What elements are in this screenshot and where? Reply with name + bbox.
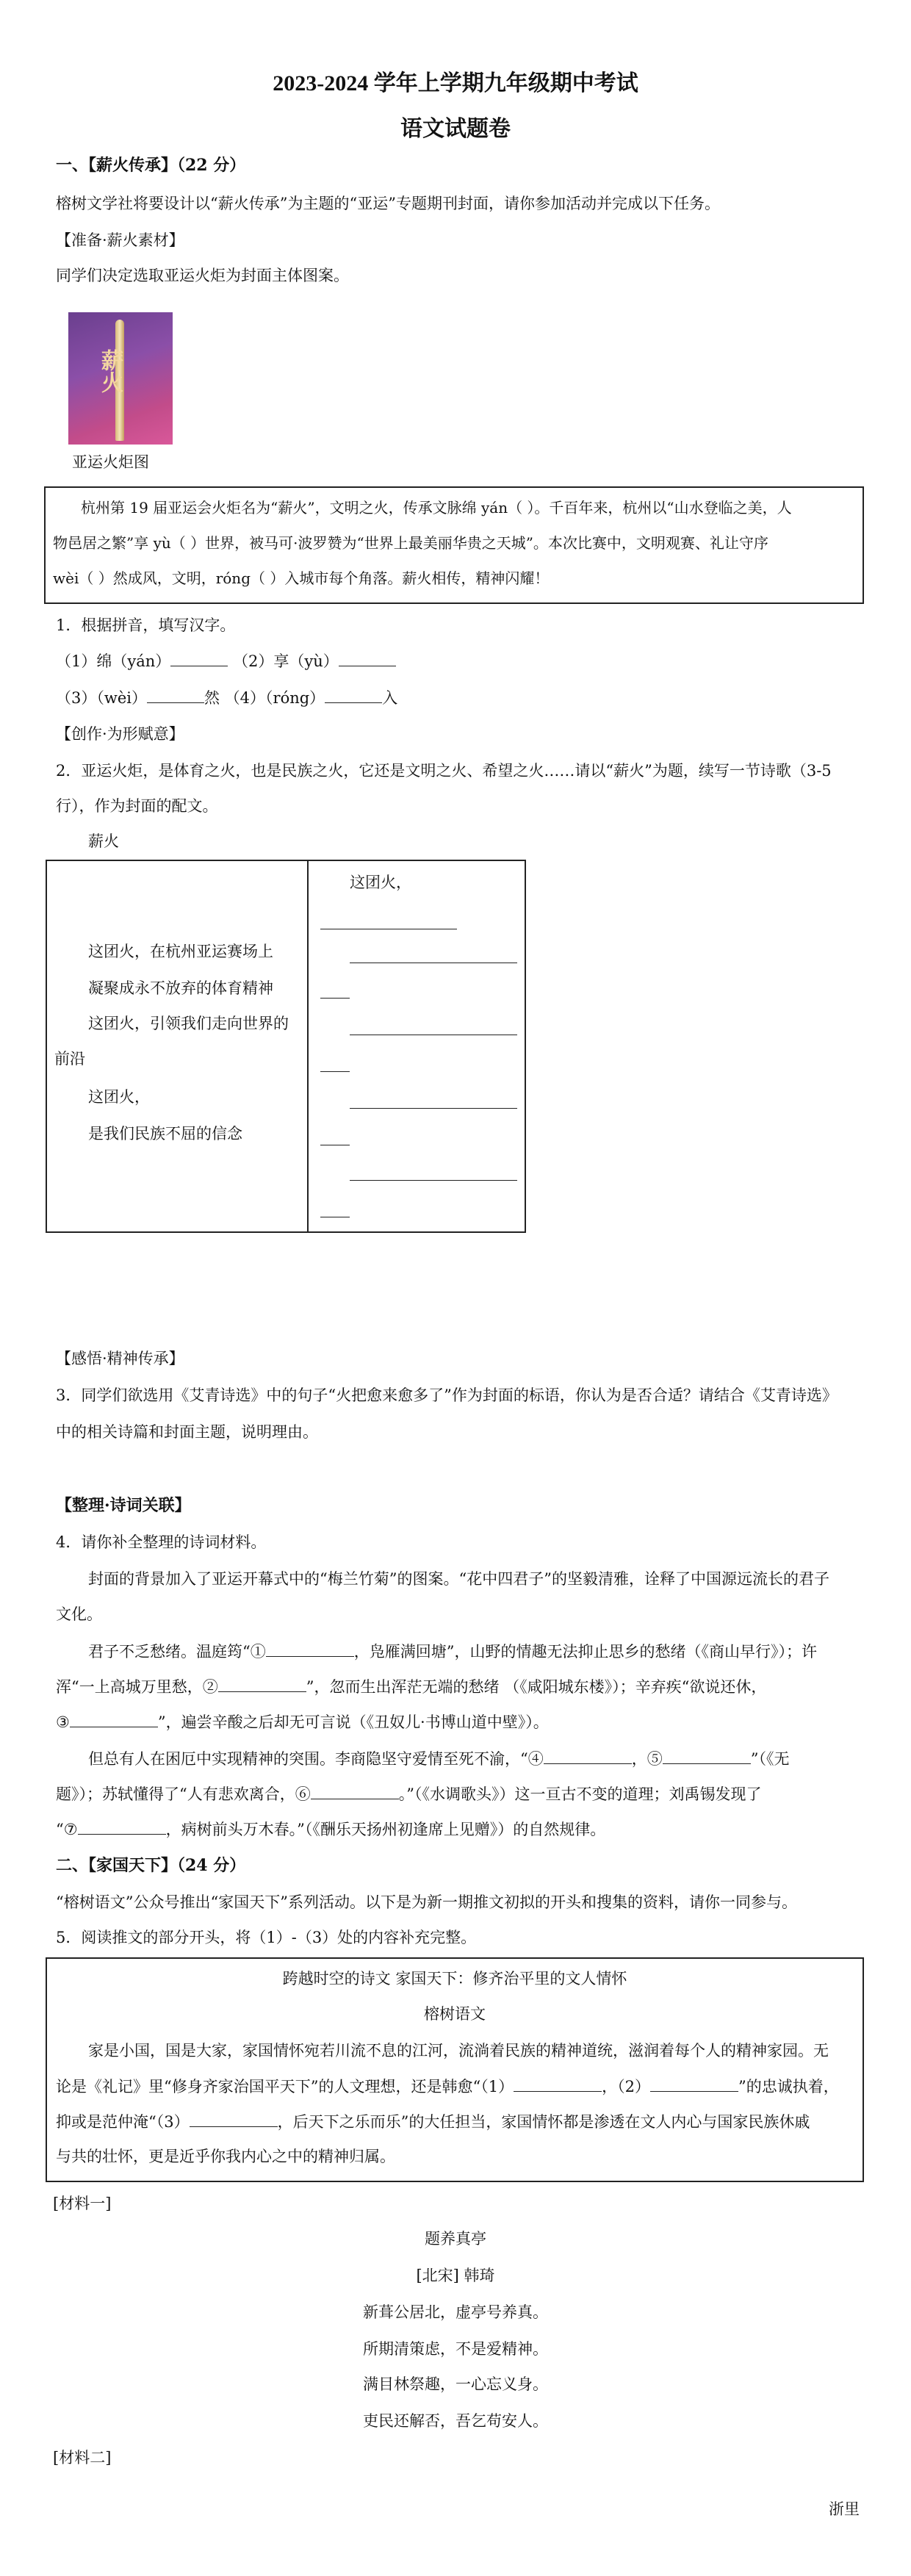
q4-para3-line3 [56,1818,605,1841]
exam-title: 2023-2024 学年上学期九年级期中考试 [273,71,638,96]
text-run: 君子不乏愁绪。温庭筠“ [88,1643,251,1661]
text-run: 论是《礼记》里“修身齐家治国平天下”的人文理想，还是韩愈“（1） [56,2078,514,2095]
poem2-title: 题养真亭 [425,2230,486,2248]
text-run: 。”（《水调歌头》）这一亘古不变的道理；刘禹锡发现了 [398,1785,762,1803]
q1-prompt: 1．根据拼音，填写汉字。 [56,616,236,634]
answer-line[interactable] [320,1071,350,1072]
blank-mark: ⑤ [647,1750,663,1768]
text-run: ，病树前头万木春。”（《酬乐天扬州初逢席上见赠》）的自然规律。 [165,1821,606,1838]
answer-blank[interactable] [339,650,396,666]
passage-line: wèi（ ）然成风，文明，róng（ ）入城市每个角落。薪火相传，精神闪耀！ [53,569,550,587]
q1-item-2: （2）享（yù） [232,652,339,670]
prep-text: 同学们决定选取亚运火炬为封面主体图案。 [56,267,349,284]
text-run: ，凫雁满回塘”，山野的情趣无法抑止思乡的愁绪（《商山早行》）；许 [353,1643,817,1661]
q4-para3-line1 [88,1747,789,1770]
poem2-author: [北宋] 韩琦 [416,2267,495,2284]
article-line [56,2075,839,2098]
answer-blank[interactable] [147,686,204,703]
q4-para2-line1 [88,1640,817,1663]
create-tag: 【创作·为形赋意】 [56,725,184,743]
page-footer: 浙里 [829,2500,860,2518]
text-run: ，（2） [602,2078,650,2095]
image-caption: 亚运火炬图 [72,453,149,471]
section2-heading: 二、【家国天下】（24 分） [56,1856,246,1875]
poem-left-line: 这团火，在杭州亚运赛场上 [88,943,273,960]
blank-mark: ① [250,1643,266,1661]
article-author: 榕树语文 [424,2005,486,2023]
text-run: “ [56,1821,64,1838]
poem-title: 薪火 [88,832,119,850]
passage-box [44,486,864,604]
section1-intro: 榕树文学社将要设计以“薪火传承”为主题的“亚运”专题期刊封面，请你参加活动并完成以下任务。 [56,195,720,212]
text-run: 浑“一上高城万里愁， [56,1678,203,1696]
poem2-line: 满目林祭趣，一心忘义身。 [363,2375,548,2393]
answer-blank[interactable] [544,1747,632,1764]
q4-para2-line3 [56,1710,549,1733]
poem-left-line: 是我们民族不屈的信念 [88,1125,242,1143]
answer-blank[interactable] [325,686,382,703]
answer-line[interactable] [320,998,350,999]
text-run: 抑或是范仲淹“（3） [56,2113,190,2131]
q1-row2 [56,686,397,709]
q4-prompt: 4．请你补全整理的诗词材料。 [56,1533,267,1551]
text-run: ”（《无 [750,1750,790,1768]
answer-line[interactable] [350,1108,517,1109]
poem-left-line: 前沿 [54,1050,85,1068]
passage-line: 杭州第 19 届亚运会火炬名为“薪火”，文明之火，传承文脉绵 yán（ ）。千百年来，杭州以“山水登临之美，人 [81,499,792,517]
answer-blank[interactable] [663,1747,751,1764]
section1-heading: 一、【薪火传承】（22 分） [56,156,246,175]
exam-subtitle: 语文试题卷 [400,117,511,141]
q4-para1-line2: 文化。 [56,1605,102,1623]
article-box [46,1957,864,2182]
section2-intro: “榕树语文”公众号推出“家国天下”系列活动。以下是为新一期推文初拟的开头和搜集的资料，请你一同参与。 [56,1893,797,1911]
blank-mark: ⑦ [63,1821,78,1838]
article-title: 跨越时空的诗文 家国天下：修齐治平里的文人情怀 [282,1970,627,1987]
prep-tag: 【准备·薪火素材】 [56,231,184,249]
text-run: 题》）；苏轼懂得了“人有悲欢离合， [56,1785,295,1803]
blank-mark: ② [202,1678,218,1696]
q1-item-3-tail: 然 [204,689,220,707]
q4-para3-line2 [56,1782,761,1805]
material1-label: [材料一] [53,2195,112,2212]
q3-line1: 3．同学们欲选用《艾青诗选》中的句子“火把愈来愈多了”作为封面的标语，你认为是否合适？请结合《艾青诗选》 [56,1386,838,1404]
answer-blank[interactable] [190,2110,278,2127]
insight-tag: 【感悟·精神传承】 [56,1350,184,1367]
q1-row1 [56,650,396,672]
poem2-line: 所期清策虑，不是爱精神。 [363,2340,548,2358]
q2-line2: 行），作为封面的配文。 [56,797,218,815]
poem2-line: 新葺公居北，虚亭号养真。 [363,2303,548,2321]
poem-right-start: 这团火， [350,874,411,891]
passage-line: 物邑居之繁”享 yù（ ）世界，被马可·波罗赞为“世界上最美丽华贵之天城”。本次比赛中，文明观赛、礼让守序 [53,534,768,552]
table-divider [307,861,309,1231]
blank-mark: ④ [527,1750,544,1768]
text-run: 但总有人在困厄中实现精神的突围。李商隐坚守爱情至死不渝，“ [88,1750,528,1768]
q3-line2: 中的相关诗篇和封面主题，说明理由。 [56,1423,318,1441]
poem2-line: 吏民还解否，吾乞苟安人。 [363,2412,548,2430]
q1-item-1: （1）绵（yán） [56,652,171,670]
blank-mark: ⑥ [295,1785,311,1803]
poem-table [46,860,526,1233]
answer-blank[interactable] [266,1640,354,1657]
answer-blank[interactable] [218,1675,306,1692]
organize-tag: 【整理·诗词关联】 [56,1496,191,1515]
answer-blank[interactable] [70,1710,158,1727]
cover-text: 薪火 [97,349,123,393]
poem-left-line: 这团火， [88,1088,150,1106]
q1-item-4-tail: 入 [382,689,398,707]
q1-item-3: （3）（wèi） [56,689,147,707]
article-line [56,2110,810,2133]
answer-blank[interactable] [78,1818,166,1835]
blank-mark: ③ [56,1713,70,1731]
poem-left-line: 凝聚成永不放弃的体育精神 [88,979,273,997]
q1-item-4: （4）（róng） [224,689,325,707]
text-run: ”，遍尝辛酸之后却无可言说（《丑奴儿·书博山道中壁》）。 [157,1713,549,1731]
material2-label: [材料二] [53,2449,112,2467]
text-run: ”的忠诚执着， [738,2078,839,2095]
q4-para1-line1: 封面的背景加入了亚运开幕式中的“梅兰竹菊”的图案。“花中四君子”的坚毅清雅，诠释了中国源远流长的君子 [88,1570,829,1588]
article-line: 家是小国，国是大家，家国情怀宛若川流不息的江河，流淌着民族的精神道统，滋润着每个人的精神家园。无 [88,2042,829,2059]
torch-image [68,312,173,445]
answer-blank[interactable] [650,2075,738,2092]
q2-line1: 2．亚运火炬，是体育之火，也是民族之火，它还是文明之火、希望之火……请以“薪火”为题，续写一节诗歌（3-5 [56,762,832,780]
answer-blank[interactable] [514,2075,602,2092]
text-run: ， [631,1750,647,1768]
poem-left-line: 这团火，引领我们走向世界的 [88,1015,289,1032]
q5-prompt: 5．阅读推文的部分开头，将（1）-（3）处的内容补充完整。 [56,1929,477,1946]
text-run: ”，忽而生出浑茫无端的愁绪 （《咸阳城东楼》）；辛弃疾“欲说还休， [306,1678,767,1696]
article-line: 与共的壮怀，更是近乎你我内心之中的精神归属。 [56,2148,395,2165]
answer-blank[interactable] [311,1782,399,1799]
answer-blank[interactable] [170,650,228,666]
q4-para2-line2 [56,1675,766,1698]
answer-line[interactable] [350,1180,517,1181]
text-run: ，后天下之乐而乐”的大任担当，家国情怀都是渗透在文人内心与国家民族休戚 [277,2113,810,2131]
